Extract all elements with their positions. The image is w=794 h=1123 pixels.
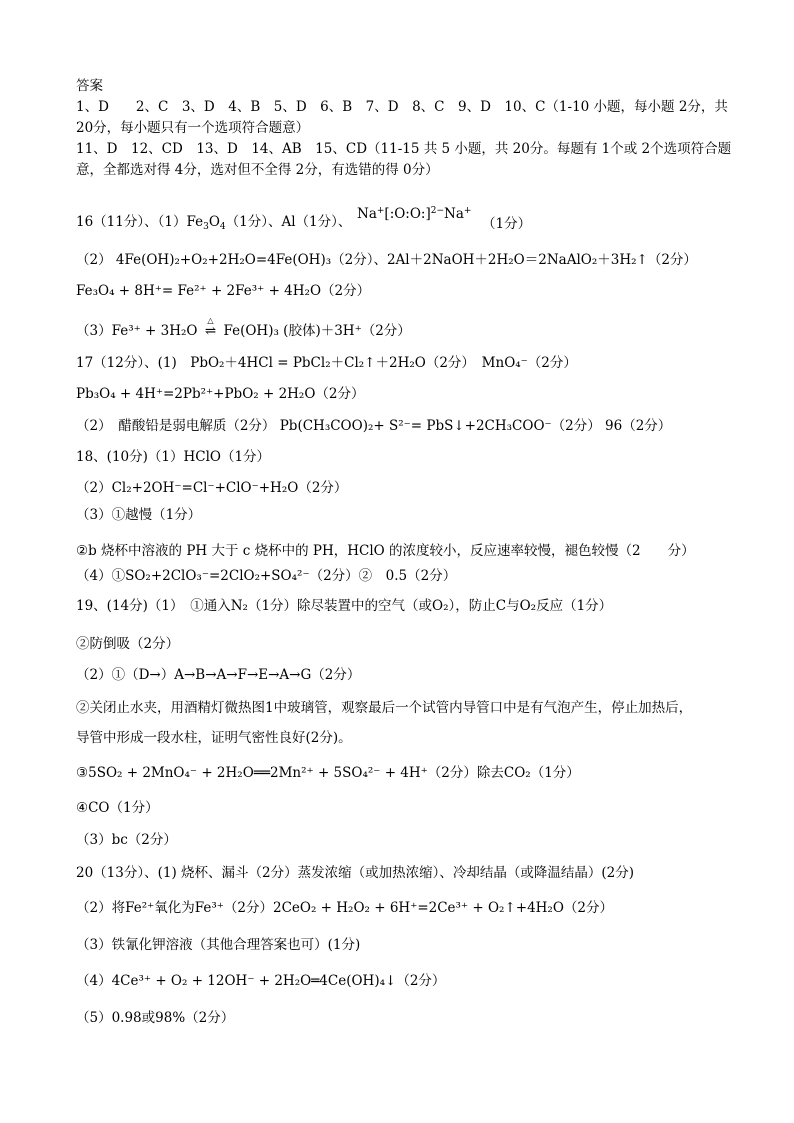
q20-line-4: （4）4Ce³⁺ + O₂ + 12OH⁻ + 2H₂O═4Ce(OH)₄↓（2分） (76, 973, 446, 989)
mc-answers-line-3: 11、D 12、CD 13、D 14、AB 15、CD（11-15 共 5 小题，共 20分。每题有 1个或 2个选项符合题 (76, 141, 732, 157)
q19-line-8: （3）bc（2分） (76, 832, 177, 848)
mc-answers-line-1: 1、D 2、C 3、D 4、B 5、D 6、B 7、D 8、C 9、D 10、C（1-10 小题，每小题 2分，共 (76, 99, 728, 115)
q16-after: （1分）、Al（1分）、 (225, 214, 352, 230)
lewis-na-left: Na (357, 206, 377, 222)
q16-line-2: （2） 4Fe(OH)₂+O₂+2H₂O=4Fe(OH)₃（2分）、2Al＋2NaOH＋2H₂O＝2NaAlO₂＋3H₂↑（2分） (76, 252, 697, 268)
q18-line-1: 18、(10分)（1）HClO（1分） (76, 449, 271, 465)
q17-line-3: （2） 醋酸铅是弱电解质（2分） Pb(CH₃COO)₂+ S²⁻= PbS↓+2CH₃COO⁻（2分） 96（2分） (76, 418, 672, 434)
delta-icon: △ (207, 316, 214, 325)
q16-prefix: 16（11分）、（1）Fe (76, 214, 204, 230)
q16-line-1: 16（11分）、$(1)Fe_3O_4(1$分）、Al（1分）、 (76, 214, 352, 232)
q19-line-2: ②防倒吸（2分） (76, 636, 180, 652)
q19-line-6: ③5SO₂ + 2MnO₄⁻ + 2H₂O══2Mn²⁺ + 5SO₄²⁻ + 4H⁺（2分）除去CO₂（1分） (76, 765, 580, 781)
q20-line-5: （5）0.98或98%（2分） (76, 1010, 235, 1026)
q16-lewis-structure: Na+[:O:O:]$^{2-}$Na+ (357, 206, 472, 222)
q16-hydrolysis-left: （3）Fe³⁺ + 3H₂O (76, 323, 198, 339)
q20-line-2: （2）将Fe²⁺氧化为Fe³⁺（2分）2CeO₂ + H₂O₂ + 6H⁺=2Ce³⁺ + O₂↑+4H₂O（2分） (76, 900, 614, 916)
q16-fe3o4-o: O (208, 214, 220, 230)
q19-line-3: （2）①（D→）A→B→A→F→E→A→G（2分） (76, 667, 361, 683)
mc-answers-line-4: 意，全都选对得 4分，选对但不全得 2分，有选错的得 0分） (76, 162, 439, 178)
q17-line-1: 17（12分）、(1) PbO₂＋4HCl = PbCl₂＋Cl₂↑＋2H₂O（2分） MnO₄⁻（2分） (76, 355, 577, 371)
q20-line-3: （3）铁氰化钾溶液（其他合理答案也可）(1分) (76, 937, 361, 953)
mc-answers-line-2: 20分，每小题只有一个选项符合题意） (76, 120, 310, 136)
q18-line-2: （2）Cl₂+2OH⁻=Cl⁻+ClO⁻+H₂O（2分） (76, 480, 348, 496)
q19-line-7: ④CO（1分） (76, 800, 159, 816)
q18-line-5: （4）①SO₂+2ClO₃⁻=2ClO₂+SO₄²⁻（2分）② 0.5（2分） (76, 568, 457, 584)
q19-line-4: ②关闭止水夹，用酒精灯微热图1中玻璃管，观察最后一个试管内导管口中是有气泡产生，停止加热后， (76, 700, 693, 716)
q16-line-3: Fe₃O₄ + 8H⁺= Fe²⁺ + 2Fe³⁺ + 4H₂O（2分） (76, 283, 371, 299)
q20-line-1: 20（13分）、(1) 烧杯、漏斗（2分）蒸发浓缩（或加热浓缩）、冷却结晶（或降温结晶）(2分) (76, 865, 634, 881)
lewis-peroxide: [:O:O:] (384, 206, 431, 222)
q17-line-2: Pb₃O₄ + 4H⁺=2Pb²⁺+PbO₂ + 2H₂O（2分） (76, 386, 365, 402)
heating-equilibrium-arrow: △ ⇌ (197, 323, 223, 339)
q16-hydrolysis-right: Fe(OH)₃ (胶体)＋3H⁺（2分） (223, 323, 411, 339)
q19-line-1: 19、(14分)（1） ①通入N₂（1分）除尽装置中的空气（或O₂），防止C与O₂反应（1分） (76, 598, 613, 614)
answer-title: 答案 (76, 78, 103, 94)
q19-line-5: 导管中形成一段水柱，证明气密性良好(2分)。 (76, 730, 352, 746)
q18-line-3: （3）①越慢（1分） (76, 507, 202, 523)
q16-lewis-score: （1分） (482, 216, 532, 232)
q16-line-4 (76, 316, 411, 339)
lewis-na-right: Na (444, 206, 464, 222)
q18-line-4: ②b 烧杯中溶液的 PH 大于 c 烧杯中的 PH，HClO 的浓度较小，反应速率较慢，褪色较慢（2 分） (76, 543, 695, 559)
